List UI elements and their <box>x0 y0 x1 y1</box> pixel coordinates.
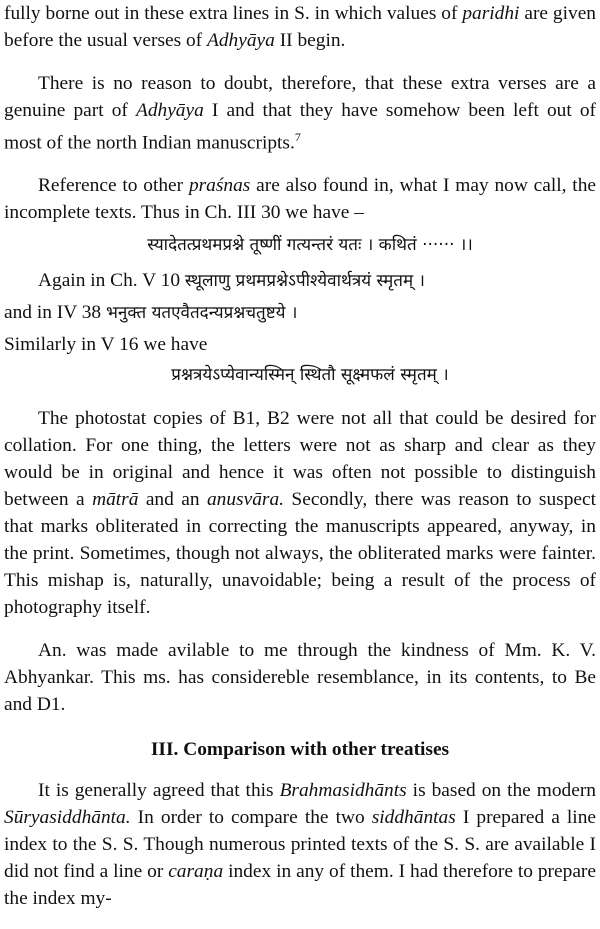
text-run: The photostat copies of B1, B2 were not all that could be desired for collation. For one thing, the letters were not as sharp and clear as they would be in original and hence it was often not possible to distinguish between a <box>4 408 596 511</box>
sanskrit-quote-1: स्यादेतत्प्रथमप्रश्ने तूष्णीं गत्यन्तरं यतः । कथितं ······ ।। <box>147 235 473 256</box>
footnote-marker: 7 <box>294 130 301 144</box>
sanskrit-inline: भनुक्त यतएवैतदन्यप्रश्नचतुष्टये । <box>105 303 298 324</box>
text-run: II begin. <box>274 30 346 51</box>
text-run: There is no reason to doubt, therefore, that these extra verses are a genuine part of <box>4 73 596 121</box>
italic-term: siddhāntas <box>371 807 456 829</box>
italic-term: Adhyāya <box>135 100 204 121</box>
italic-term: caraṇa <box>168 861 224 883</box>
text-run: In order to compare the two <box>130 807 372 829</box>
text-run: is based on the modern <box>406 780 596 802</box>
text-run: and an <box>138 489 207 511</box>
text-run: Reference to other <box>38 175 189 197</box>
paragraph-photostat <box>4 405 596 621</box>
italic-term: praśnas <box>188 175 251 197</box>
paragraph-continuation <box>4 0 596 54</box>
text-run: are also found in, what I may now call, the incomplete texts. Thus in Ch. III 30 we have – <box>4 175 596 224</box>
paragraph-comparison <box>4 777 596 912</box>
line-ch5-quote <box>4 267 596 295</box>
text-run: and in IV 38 <box>4 302 106 324</box>
italic-term: Adhyāya <box>207 30 275 51</box>
section-heading: III. Comparison with other treatises <box>150 739 450 761</box>
paragraph-extra-verses <box>4 70 596 156</box>
text-run: are given before the usual verses of <box>4 3 596 51</box>
paragraph-prasnas <box>4 172 596 226</box>
sanskrit-inline: स्थूलाणु प्रथमप्रश्नेऽपीश्येवार्थत्रयं स्मृतम् । <box>184 271 425 292</box>
line-v16: Similarly in V 16 we have <box>4 334 208 356</box>
text-run: fully borne out in these extra lines in S. in which values of <box>4 3 463 24</box>
sanskrit-quote-2: प्रश्नत्रयेऽप्येवान्यस्मिन् स्थितौ सूक्ष्मफलं स्मृतम् । <box>171 365 449 386</box>
line-iv38-quote <box>4 299 596 327</box>
text-run: It is generally agreed that this <box>38 780 280 802</box>
italic-term: anusvāra. <box>206 489 284 511</box>
italic-term: mātrā <box>92 489 139 511</box>
text-run: index in any of them. I had therefore to prepare the index my- <box>4 861 596 910</box>
italic-term: Sūryasiddhānta. <box>4 807 131 829</box>
italic-term: paridhi <box>462 3 520 24</box>
text-run: I and that they have somehow been left out of most of the north Indian manuscripts. <box>4 100 596 154</box>
text-run: Secondly, there was reason to suspect that marks obliterated in correcting the manuscripts appeared, anyway, in the print. Sometimes, though not always, the obliterated marks were fainter. This mishap is, naturally, unavoidable; being a result of the process of photography itself. <box>4 489 596 619</box>
italic-term: Brahmasidhānts <box>279 780 407 802</box>
text-run: Again in Ch. V 10 <box>38 270 185 292</box>
text-run: I prepared a line index to the S. S. Though numerous printed texts of the S. S. are available I did not find a line or <box>4 807 597 883</box>
paragraph-abhyankar: An. was made avilable to me through the kindness of Mm. K. V. Abhyankar. This ms. has considereble resemblance, in its contents, to Be and D1. <box>4 640 596 716</box>
